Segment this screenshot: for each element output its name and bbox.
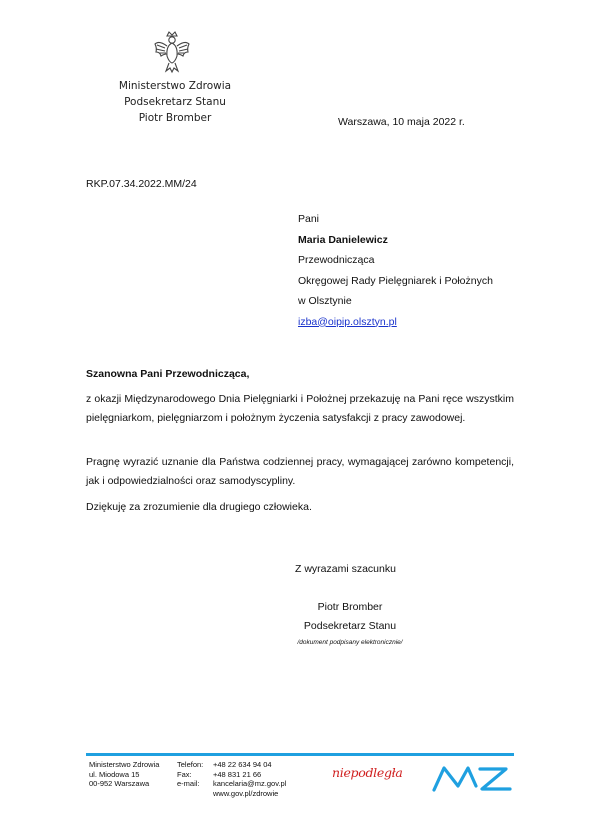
footer-contact-email [177, 779, 286, 789]
recipient-address [298, 209, 493, 332]
recipient-title: Przewodnicząca [298, 254, 375, 266]
recipient-greeting: Pani [298, 213, 320, 225]
contact-value: +48 831 21 66 [213, 769, 262, 779]
footer-address-line: Ministerstwo Zdrowia [89, 760, 160, 769]
recipient-name: Maria Danielewicz [298, 233, 388, 246]
footer-contact-fax [177, 770, 286, 780]
footer-contacts [177, 760, 286, 798]
recipient-city: w Olsztynie [298, 295, 352, 307]
footer-address [89, 760, 159, 789]
closing-phrase: Z wyrazami szacunku [295, 563, 396, 575]
ministry-name: Ministerstwo Zdrowia [118, 80, 232, 92]
electronic-signature-note: /dokument podpisany elektronicznie/ [297, 639, 403, 646]
footer-address-line: 00-952 Warszawa [89, 779, 150, 788]
ministry-header [110, 78, 240, 126]
contact-label: Telefon: [177, 760, 204, 769]
signature-block [280, 598, 420, 636]
niepodlegla-logo-text: niepodległa [332, 765, 403, 780]
letter-date: Warszawa, 10 maja 2022 r. [338, 116, 465, 128]
paragraph-3: Dziękuję za zrozumienie dla drugiego człowieka. [86, 501, 312, 513]
ministry-person: Piotr Bromber [138, 112, 212, 124]
footer-contact-phone [177, 760, 286, 770]
paragraph-2: Pragnę wyrazić uznanie dla Państwa codziennej pracy, wymagającej zarówno kompetencji, jak i odpowiedzialności oraz samodyscypliny. [86, 456, 514, 487]
paragraph-1: z okazji Międzynarodowego Dnia Pielęgniarki i Położnej przekazuję na Pani ręce wszystkim pielęgniarkom, pielęgniarzom i położnym życzenia satysfakcji z pracy zawodowej. [86, 393, 514, 424]
contact-label: Fax: [177, 769, 192, 779]
recipient-email-link[interactable]: izba@oipip.olsztyn.pl [298, 315, 397, 328]
contact-value: +48 22 634 94 04 [213, 760, 272, 769]
contact-label: e-mail: [177, 779, 200, 788]
signer-title: Podsekretarz Stanu [303, 620, 397, 632]
contact-value[interactable]: www.gov.pl/zdrowie [213, 788, 279, 798]
signer-name: Piotr Bromber [317, 601, 383, 613]
contact-value[interactable]: kancelaria@mz.gov.pl [213, 779, 287, 788]
polish-eagle-emblem-icon [153, 30, 191, 74]
footer-address-line: ul. Miodowa 15 [89, 769, 140, 779]
salutation: Szanowna Pani Przewodnicząca, [86, 368, 250, 380]
niepodlegla-logo [332, 765, 403, 780]
reference-number: RKP.07.34.2022.MM/24 [86, 178, 197, 190]
mz-logo-icon [432, 764, 512, 792]
footer-contact-website [177, 789, 286, 799]
footer-divider [86, 753, 514, 756]
recipient-organization: Okręgowej Rady Pielęgniarek i Położnych [298, 274, 493, 287]
contact-label [177, 789, 213, 799]
ministry-position: Podsekretarz Stanu [124, 96, 226, 108]
